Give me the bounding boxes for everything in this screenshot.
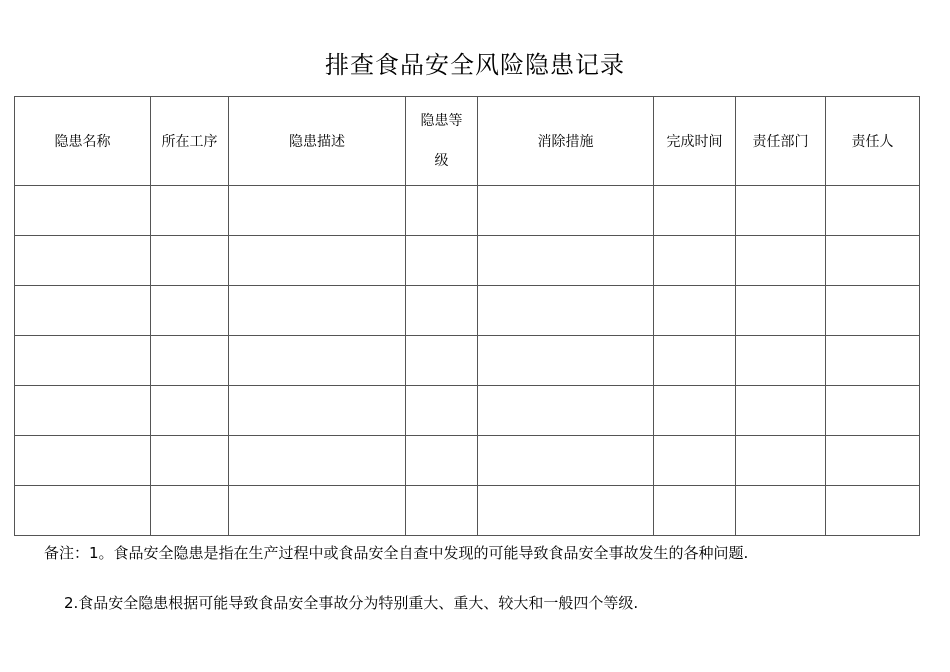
- table-cell[interactable]: [826, 486, 920, 536]
- table-cell[interactable]: [229, 286, 406, 336]
- header-hazard-grade-line1: 隐患等: [420, 113, 463, 129]
- header-hazard-grade-line2: 级: [434, 153, 449, 169]
- table-cell[interactable]: [406, 336, 478, 386]
- table-cell[interactable]: [478, 486, 654, 536]
- table-cell[interactable]: [478, 236, 654, 286]
- header-responsible-department: 责任部门: [736, 97, 826, 186]
- table-cell[interactable]: [736, 386, 826, 436]
- table-cell[interactable]: [736, 336, 826, 386]
- table-cell[interactable]: [736, 486, 826, 536]
- table-cell[interactable]: [406, 486, 478, 536]
- table-cell[interactable]: [15, 286, 151, 336]
- table-cell[interactable]: [826, 186, 920, 236]
- table-cell[interactable]: [406, 186, 478, 236]
- table-cell[interactable]: [654, 336, 736, 386]
- table-cell[interactable]: [826, 386, 920, 436]
- table-row: [15, 186, 920, 236]
- table-cell[interactable]: [654, 436, 736, 486]
- table-cell[interactable]: [151, 186, 229, 236]
- header-hazard-description: 隐患描述: [229, 97, 406, 186]
- table-cell[interactable]: [15, 236, 151, 286]
- table-row: [15, 486, 920, 536]
- table-cell[interactable]: [15, 336, 151, 386]
- table-cell[interactable]: [15, 186, 151, 236]
- table-body: [15, 186, 920, 536]
- table-row: [15, 386, 920, 436]
- table-cell[interactable]: [736, 236, 826, 286]
- table-cell[interactable]: [229, 236, 406, 286]
- table-cell[interactable]: [654, 486, 736, 536]
- table-cell[interactable]: [151, 386, 229, 436]
- table-cell[interactable]: [151, 486, 229, 536]
- hazard-record-table: [14, 96, 920, 536]
- table-cell[interactable]: [151, 336, 229, 386]
- table-cell[interactable]: [736, 436, 826, 486]
- table-cell[interactable]: [826, 336, 920, 386]
- table-cell[interactable]: [229, 186, 406, 236]
- table-row: [15, 336, 920, 386]
- table-cell[interactable]: [826, 286, 920, 336]
- table-cell[interactable]: [478, 286, 654, 336]
- note-line-1: 备注：1。食品安全隐患是指在生产过程中或食品安全自查中发现的可能导致食品安全事故发生的各种问题.: [44, 544, 749, 562]
- header-responsible-person: 责任人: [826, 97, 920, 186]
- table-cell[interactable]: [654, 386, 736, 436]
- table-cell[interactable]: [826, 436, 920, 486]
- table-cell[interactable]: [229, 336, 406, 386]
- note-line-2: 2.食品安全隐患根据可能导致食品安全事故分为特别重大、重大、较大和一般四个等级.: [64, 594, 639, 612]
- table-cell[interactable]: [229, 436, 406, 486]
- table-cell[interactable]: [15, 436, 151, 486]
- table-cell[interactable]: [736, 286, 826, 336]
- table-cell[interactable]: [478, 336, 654, 386]
- table-cell[interactable]: [15, 386, 151, 436]
- table-cell[interactable]: [654, 186, 736, 236]
- header-hazard-grade: [406, 97, 478, 186]
- table-cell[interactable]: [654, 286, 736, 336]
- header-process: 所在工序: [151, 97, 229, 186]
- table-row: [15, 286, 920, 336]
- table-cell[interactable]: [736, 186, 826, 236]
- table-row: [15, 236, 920, 286]
- table-cell[interactable]: [478, 186, 654, 236]
- table-cell[interactable]: [406, 386, 478, 436]
- header-elimination-measures: 消除措施: [478, 97, 654, 186]
- table-cell[interactable]: [229, 386, 406, 436]
- table-cell[interactable]: [406, 236, 478, 286]
- header-completion-time: 完成时间: [654, 97, 736, 186]
- table-cell[interactable]: [151, 286, 229, 336]
- document-title: 排查食品安全风险隐患记录: [325, 51, 625, 79]
- table-cell[interactable]: [478, 386, 654, 436]
- table-cell[interactable]: [229, 486, 406, 536]
- table-cell[interactable]: [406, 286, 478, 336]
- table-cell[interactable]: [654, 236, 736, 286]
- table-cell[interactable]: [406, 436, 478, 486]
- table-cell[interactable]: [151, 236, 229, 286]
- table-header-row: [15, 97, 920, 186]
- header-hazard-name: 隐患名称: [15, 97, 151, 186]
- table-cell[interactable]: [151, 436, 229, 486]
- table-row: [15, 436, 920, 486]
- table-cell[interactable]: [826, 236, 920, 286]
- table-cell[interactable]: [15, 486, 151, 536]
- table-cell[interactable]: [478, 436, 654, 486]
